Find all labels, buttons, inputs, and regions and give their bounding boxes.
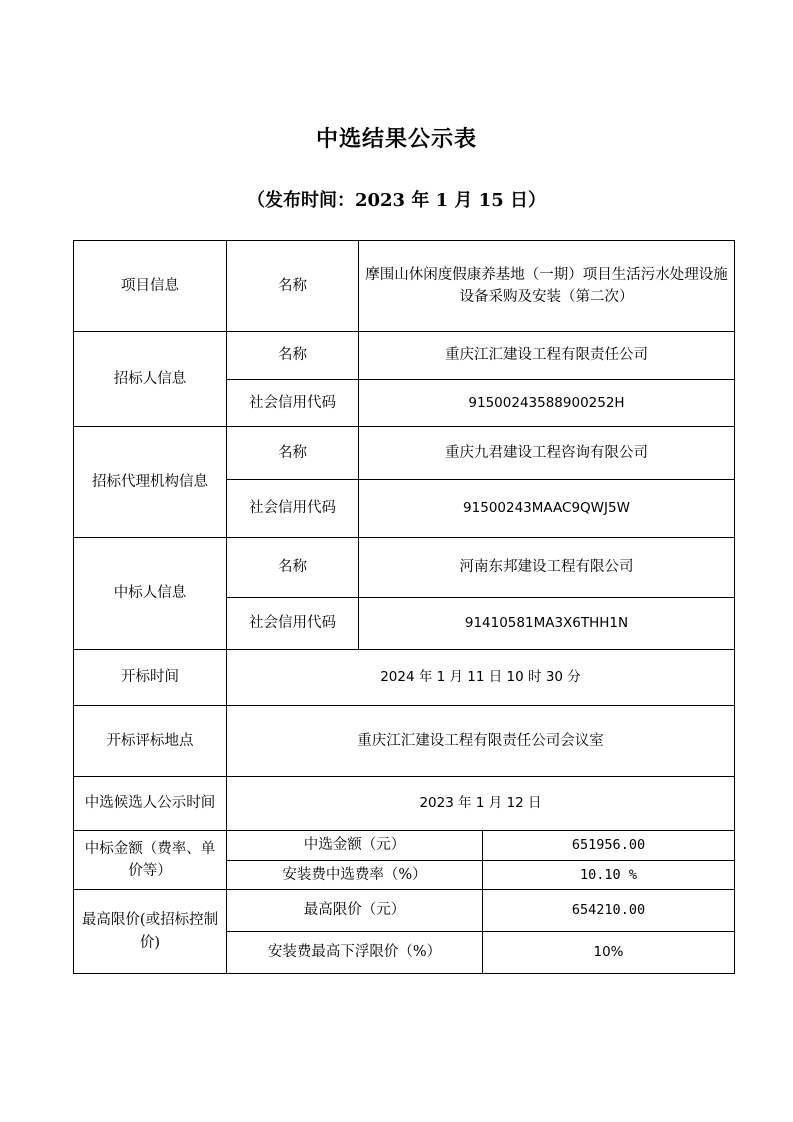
- table-row: [74, 890, 735, 932]
- max-price-value: 654210.00: [483, 890, 735, 932]
- opening-time-value: 2024 年 1 月 11 日 10 时 30 分: [227, 650, 735, 706]
- project-name-label: 名称: [227, 241, 359, 332]
- max-price-label: 最高限价(或招标控制价): [74, 890, 227, 974]
- winner-name-value: 河南东邦建设工程有限公司: [359, 538, 735, 598]
- install-rate-value: 10.10 %: [483, 861, 735, 890]
- tenderer-code-value: 91500243588900252H: [359, 380, 735, 427]
- install-rate-label: 安装费中选费率（%）: [227, 861, 483, 890]
- max-float-label: 安装费最高下浮限价（%）: [227, 932, 483, 974]
- publish-date: （发布时间：2023 年 1 月 15 日）: [246, 190, 546, 211]
- agency-name-label: 名称: [227, 427, 359, 480]
- winner-code-label: 社会信用代码: [227, 598, 359, 650]
- publicity-time-value: 2023 年 1 月 12 日: [227, 777, 735, 831]
- table-row: [74, 706, 735, 777]
- tenderer-code-label: 社会信用代码: [227, 380, 359, 427]
- winner-info-label: 中标人信息: [74, 538, 227, 650]
- winner-code-value: 91410581MA3X6THH1N: [359, 598, 735, 650]
- table-row: [74, 332, 735, 380]
- page-title: 中选结果公示表: [315, 126, 477, 152]
- agency-name-value: 重庆九君建设工程咨询有限公司: [359, 427, 735, 480]
- table-row: [74, 831, 735, 861]
- bid-amount-label: 中标金额（费率、单价等）: [74, 831, 227, 890]
- opening-place-label: 开标评标地点: [74, 706, 227, 777]
- table-row: [74, 427, 735, 480]
- tenderer-name-value: 重庆江汇建设工程有限责任公司: [359, 332, 735, 380]
- tenderer-info-label: 招标人信息: [74, 332, 227, 427]
- table-row: [74, 538, 735, 598]
- max-price-sub-label: 最高限价（元）: [227, 890, 483, 932]
- project-name-value: 摩围山休闲度假康养基地（一期）项目生活污水处理设施设备采购及安装（第二次）: [359, 241, 735, 332]
- result-table: [73, 240, 735, 974]
- table-row: [74, 650, 735, 706]
- table-row: [74, 241, 735, 332]
- project-info-label: 项目信息: [74, 241, 227, 332]
- agency-code-value: 91500243MAAC9QWJ5W: [359, 480, 735, 538]
- publicity-time-label: 中选候选人公示时间: [74, 777, 227, 831]
- max-float-value: 10%: [483, 932, 735, 974]
- tenderer-name-label: 名称: [227, 332, 359, 380]
- agency-code-label: 社会信用代码: [227, 480, 359, 538]
- opening-place-value: 重庆江汇建设工程有限责任公司会议室: [227, 706, 735, 777]
- agency-info-label: 招标代理机构信息: [74, 427, 227, 538]
- winner-name-label: 名称: [227, 538, 359, 598]
- opening-time-label: 开标时间: [74, 650, 227, 706]
- table-row: [74, 777, 735, 831]
- bid-amount-value: 651956.00: [483, 831, 735, 861]
- bid-amount-sub-label: 中选金额（元）: [227, 831, 483, 861]
